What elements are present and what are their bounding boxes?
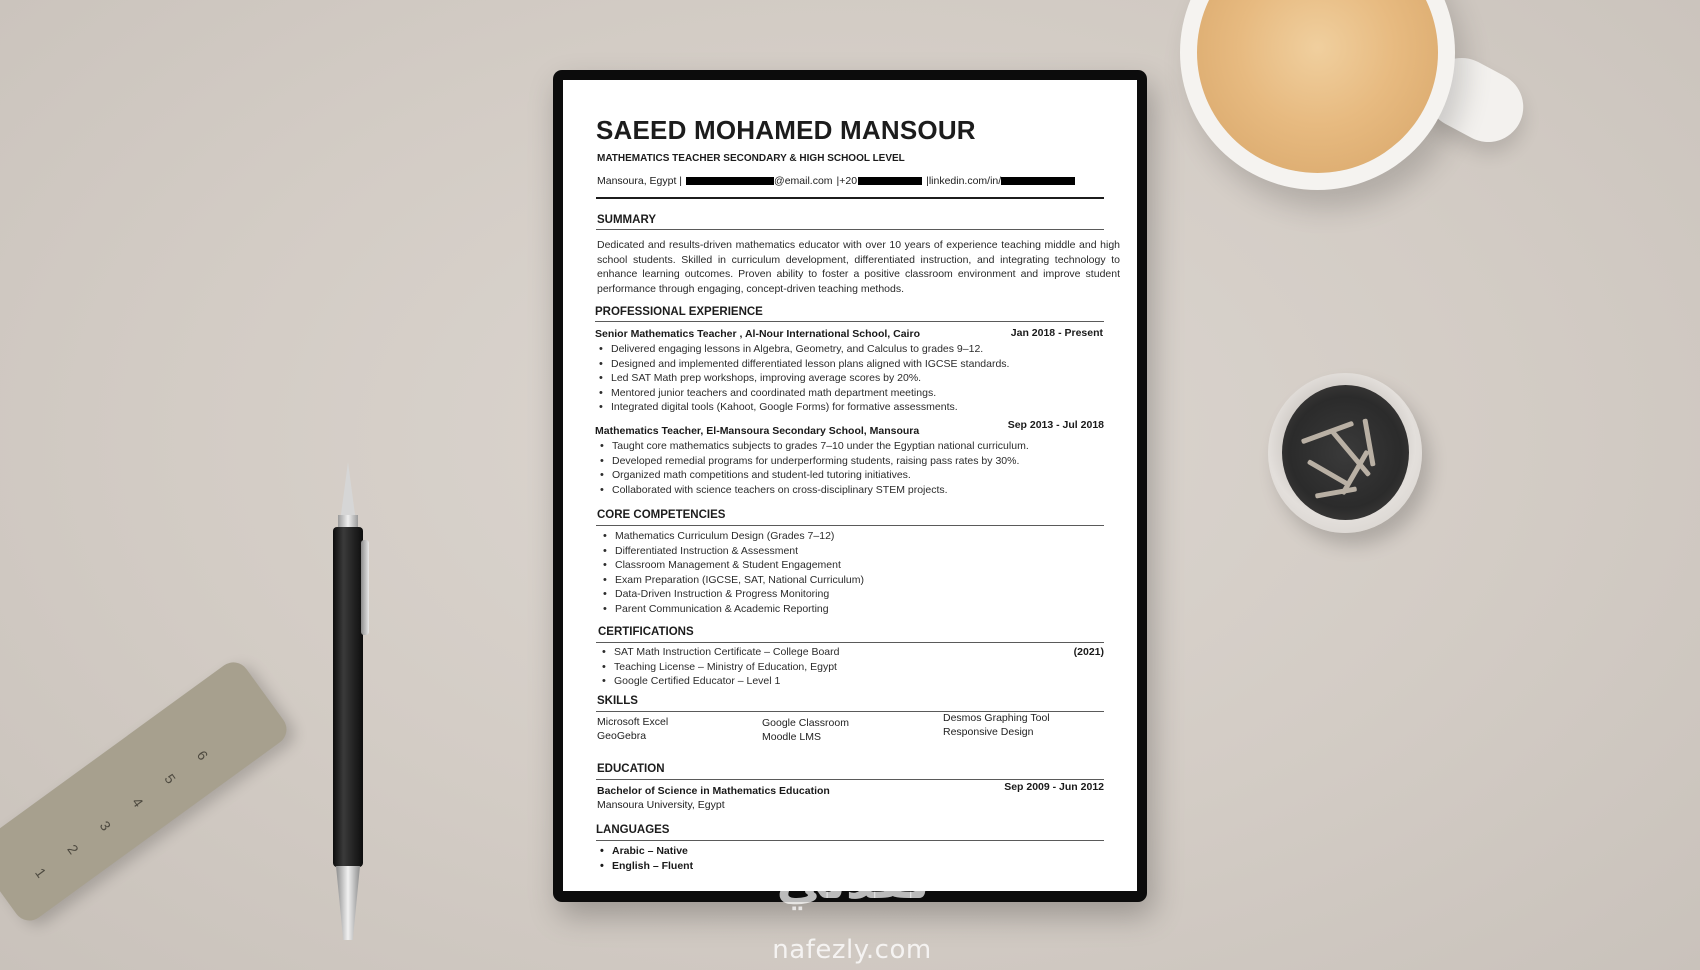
competencies-list bbox=[601, 529, 864, 616]
redaction-bar bbox=[858, 177, 922, 185]
contact-linkedin: |linkedin.com/in/ bbox=[926, 175, 1002, 187]
skills-heading: SKILLS bbox=[597, 695, 638, 707]
summary-text: Dedicated and results-driven mathematics educator with over 10 years of experience teaching middle and high school students. Skilled in curriculum development, differentiated instruction, and integrating technology to enhance learning outcomes. Proven ability to foster a positive classroom environment and improve student performance through engaging, concept-driven teaching methods. bbox=[597, 239, 1120, 295]
skill-item: Microsoft Excel bbox=[597, 716, 669, 728]
ruler-mark: 5 bbox=[161, 770, 179, 787]
certification-year: (2021) bbox=[1073, 646, 1104, 658]
list-item: • Collaborated with science teachers on cross-disciplinary STEM projects. bbox=[598, 483, 1029, 498]
education-dates: Sep 2009 - Jun 2012 bbox=[1004, 781, 1104, 793]
section-divider bbox=[596, 779, 1104, 780]
list-item: • Differentiated Instruction & Assessment bbox=[601, 544, 864, 559]
watermark-url: nafezly.com bbox=[772, 935, 932, 965]
pen-clip bbox=[361, 540, 369, 635]
contact-email: @email.com bbox=[774, 175, 833, 187]
resume-title: MATHEMATICS TEACHER SECONDARY & HIGH SCHOOL LEVEL bbox=[597, 153, 905, 164]
experience-heading: PROFESSIONAL EXPERIENCE bbox=[595, 306, 763, 318]
skill-item: Desmos Graphing Tool bbox=[943, 712, 1050, 724]
pen-tip bbox=[340, 462, 356, 522]
list-item: • Classroom Management & Student Engagement bbox=[601, 558, 864, 573]
job-dates: Jan 2018 - Present bbox=[1010, 327, 1103, 339]
redaction-bar bbox=[686, 177, 774, 185]
job-title: Mathematics Teacher, El-Mansoura Secondary School, Mansoura bbox=[595, 425, 920, 437]
education-heading: EDUCATION bbox=[597, 763, 665, 775]
job-dates: Sep 2013 - Jul 2018 bbox=[1007, 419, 1104, 431]
list-item: • Developed remedial programs for underperforming students, raising pass rates by 30%. bbox=[598, 454, 1029, 469]
list-item: • SAT Math Instruction Certificate – College Board bbox=[600, 645, 839, 660]
list-item: • Mathematics Curriculum Design (Grades 7–12) bbox=[601, 529, 864, 544]
list-item: • Integrated digital tools (Kahoot, Google Forms) for formative assessments. bbox=[597, 400, 1009, 415]
summary-heading: SUMMARY bbox=[597, 214, 656, 226]
contact-line bbox=[597, 175, 1075, 187]
list-item: • Organized math competitions and student-led tutoring initiatives. bbox=[598, 468, 1029, 483]
contact-phone: |+20 bbox=[836, 175, 858, 187]
ruler bbox=[0, 656, 293, 927]
section-divider bbox=[596, 525, 1104, 526]
skill-item: GeoGebra bbox=[597, 730, 647, 742]
list-item: • Led SAT Math prep workshops, improving average scores by 20%. bbox=[597, 371, 1009, 386]
skill-item: Google Classroom bbox=[762, 717, 849, 729]
skill-item: Moodle LMS bbox=[762, 731, 821, 743]
list-item: • Arabic – Native bbox=[598, 844, 693, 859]
paperclip-bowl-inner bbox=[1282, 385, 1409, 520]
languages-heading: LANGUAGES bbox=[596, 824, 670, 836]
list-item: • Mentored junior teachers and coordinated math department meetings. bbox=[597, 386, 1009, 401]
section-divider bbox=[596, 642, 1104, 643]
section-divider bbox=[596, 840, 1104, 841]
list-item: • Taught core mathematics subjects to grades 7–10 under the Egyptian national curriculum. bbox=[598, 439, 1029, 454]
languages-list bbox=[598, 844, 693, 873]
skill-item: Responsive Design bbox=[943, 726, 1034, 738]
list-item: • Data-Driven Instruction & Progress Monitoring bbox=[601, 587, 864, 602]
competencies-heading: CORE COMPETENCIES bbox=[597, 509, 726, 521]
job-bullets bbox=[597, 342, 1009, 415]
list-item: • Delivered engaging lessons in Algebra, Geometry, and Calculus to grades 9–12. bbox=[597, 342, 1009, 357]
watermark-logo: نفذلي bbox=[776, 852, 930, 910]
school: Mansoura University, Egypt bbox=[597, 799, 725, 811]
job-title: Senior Mathematics Teacher , Al-Nour International School, Cairo bbox=[595, 328, 920, 340]
pen-end-cap bbox=[336, 866, 360, 940]
list-item: • Parent Communication & Academic Reporting bbox=[601, 602, 864, 617]
pen-body bbox=[333, 527, 363, 867]
list-item: • Designed and implemented differentiated lesson plans aligned with IGCSE standards. bbox=[597, 357, 1009, 372]
list-item: • English – Fluent bbox=[598, 859, 693, 874]
contact-location: Mansoura, Egypt | bbox=[597, 175, 683, 187]
job-bullets bbox=[598, 439, 1029, 497]
ruler-mark: 3 bbox=[96, 817, 115, 834]
list-item: • Exam Preparation (IGCSE, SAT, National Curriculum) bbox=[601, 573, 864, 588]
header-divider bbox=[596, 197, 1104, 199]
degree: Bachelor of Science in Mathematics Education bbox=[597, 785, 830, 797]
ruler-mark: 6 bbox=[193, 747, 212, 764]
redaction-bar bbox=[1001, 177, 1075, 185]
certifications-list bbox=[600, 645, 839, 689]
certifications-heading: CERTIFICATIONS bbox=[598, 626, 694, 638]
ruler-mark: 2 bbox=[64, 841, 82, 858]
resume-page bbox=[563, 80, 1137, 891]
list-item: • Google Certified Educator – Level 1 bbox=[600, 674, 839, 689]
section-divider bbox=[596, 229, 1104, 230]
resume-name: SAEED MOHAMED MANSOUR bbox=[596, 115, 976, 145]
section-divider bbox=[595, 321, 1104, 322]
ruler-mark: 4 bbox=[129, 794, 147, 811]
list-item: • Teaching License – Ministry of Education, Egypt bbox=[600, 660, 839, 675]
ruler-mark: 1 bbox=[32, 864, 50, 881]
